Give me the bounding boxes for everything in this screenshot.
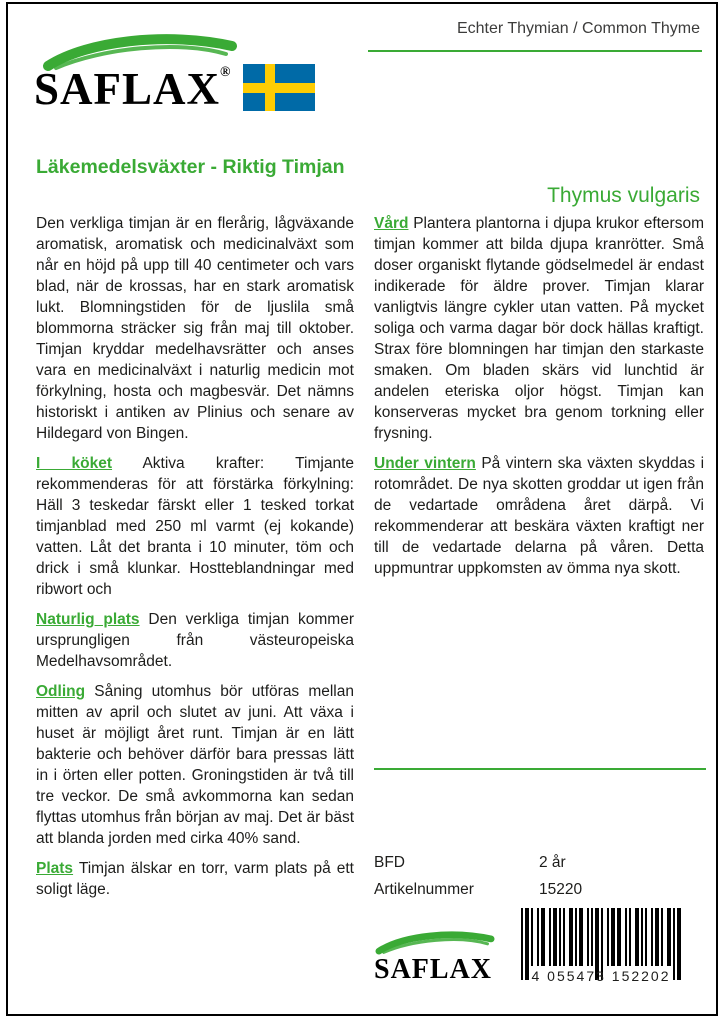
- barcode-bar: [673, 908, 675, 980]
- info-label: Artikelnummer: [374, 881, 474, 898]
- section-plats: [36, 858, 354, 900]
- brand-and-barcode: [374, 908, 706, 984]
- barcode-bar: [559, 908, 561, 966]
- section-heading: Odling: [36, 683, 86, 700]
- info-value: 15220: [539, 881, 583, 898]
- brand-wordmark: SAFLAX: [374, 954, 493, 985]
- info-value: 2 år: [539, 854, 566, 871]
- section-text: Den verkliga timjan kommer ursprungligen från västeuropeiska Medelhavsområdet.: [36, 611, 355, 670]
- brand-wordmark: [34, 66, 248, 112]
- section-heading: I köket: [36, 455, 113, 472]
- section-heading: Vård: [374, 215, 409, 232]
- section-text: Timjan älskar en torr, varm plats på ett soligt läge.: [36, 860, 354, 898]
- barcode-bar: [537, 908, 539, 966]
- section-text: På vintern ska växten skyddas i rotområdet. De nya skotten groddar ut igen från de vedartade områdena året därpå. Vi rekommenderar att beskära växten kraftigt ner till de vedartade delarna på våren. Detta uppmuntrar uppkomsten av ömma nya skott.: [374, 455, 705, 577]
- barcode-bar: [525, 908, 529, 980]
- footer: [374, 768, 706, 984]
- barcode-bar: [521, 908, 523, 980]
- barcode-digits: 4 055473 152202: [531, 968, 671, 984]
- barcode-bar: [587, 908, 589, 966]
- saflax-logo-small: [374, 929, 496, 984]
- barcode-bar: [655, 908, 659, 966]
- saflax-logo: [34, 30, 248, 112]
- variety-subtitle: Echter Thymian / Common Thyme: [456, 20, 700, 37]
- barcode-bar: [667, 908, 671, 966]
- header-divider: [368, 50, 702, 52]
- barcode-bar: [591, 908, 593, 966]
- barcode-bar: [579, 908, 583, 966]
- barcode-bar: [549, 908, 551, 966]
- footer-divider: [374, 768, 706, 770]
- section-odling: [36, 681, 354, 849]
- section-text: Plantera plantorna i djupa krukor eftersom timjan kommer att bilda djupa kranrötter. Små doser organiskt flytande gödselmedel är endast indikerade för äldre prover. Timjan klarar vanligtvis längre cykler utan vatten. På mycket soliga och varma dagar bör dock hällas kraftigt. Strax före blomningen har timjan den starkaste smaken. Om bladen skärs vid lunchtid är andelen eteriska oljor högst. Timjan kan konserveras mycket bra genom torkning eller frysning.: [374, 215, 704, 442]
- barcode-bar: [661, 908, 663, 966]
- latin-name: Thymus vulgaris: [547, 184, 700, 207]
- barcode-bar: [625, 908, 627, 966]
- info-row-bfd: [374, 854, 706, 872]
- barcode-bar: [651, 908, 653, 966]
- barcode-bar: [569, 908, 573, 966]
- barcode-bar: [611, 908, 615, 966]
- barcode-bar: [645, 908, 647, 966]
- barcode-bar: [541, 908, 545, 966]
- brush-stroke-icon: [374, 929, 496, 955]
- barcode-bar: [635, 908, 639, 966]
- section-naturlig-plats: [36, 609, 354, 672]
- barcode-bar: [677, 908, 681, 980]
- section-i-koket: [36, 453, 354, 600]
- barcode-bar: [563, 908, 565, 966]
- section-text: Aktiva krafter: Timjante rekommenderas för att förstärka förkylning: Häll 3 teskedar färskt eller 1 tesked torkat timjanblad med 250 ml varmt (ej kokande) vatten. Låt det branta i 10 minuter, töm och drick i små klunkar. Hostteblandningar med ribwort och: [36, 455, 355, 598]
- section-heading: Plats: [36, 860, 74, 877]
- barcode-bar: [607, 908, 609, 966]
- barcode-bar: [553, 908, 557, 966]
- barcode-bar: [629, 908, 631, 966]
- section-heading: Under vintern: [374, 455, 476, 472]
- brand-text: SAFLAX: [34, 64, 221, 114]
- section-under-vintern: [374, 453, 704, 579]
- barcode-bar: [575, 908, 577, 966]
- product-info: [374, 854, 706, 899]
- registered-mark: ®: [220, 65, 231, 80]
- swedish-flag-icon: [243, 64, 315, 111]
- intro-paragraph: Den verkliga timjan är en flerårig, lågväxande aromatisk, aromatisk och medicinalväxt som når en höjd på upp till 40 centimeter och vars blad, när de krossas, har en stark aromatisk lukt. Blomningstiden för de ljuslila små blommorna sträcker sig från maj till oktober. Timjan kryddar medelhavsrätter och anses vara en medicinalväxt i naturlig medicin mot förkylning, hosta och magbesvär. Det nämns historiskt i antiken av Plinius och senare av Hildegard von Bingen.: [36, 215, 354, 442]
- section-heading: Naturlig plats: [36, 611, 140, 628]
- barcode-bar: [617, 908, 621, 966]
- info-label: BFD: [374, 854, 405, 871]
- barcode-bar: [641, 908, 643, 966]
- page-title: Läkemedelsväxter - Riktig Timjan: [36, 156, 345, 178]
- section-text: Såning utomhus bör utföras mellan mitten av april och slutet av juni. Att växa i huset är möjligt året runt. Timjan är en lätt bakterie och behöver därför bara pressas lätt in i örten eller potten. Groningstiden är två till tre veckor. De små avkommorna kan sedan flyttas utomhus från början av maj. Det är bäst att blanda jorden med cirka 40% sand.: [36, 683, 354, 847]
- section-vard: [374, 213, 704, 444]
- barcode-bar: [531, 908, 533, 966]
- info-row-artikelnummer: [374, 881, 706, 899]
- barcode: [496, 908, 706, 984]
- left-column: [36, 213, 354, 909]
